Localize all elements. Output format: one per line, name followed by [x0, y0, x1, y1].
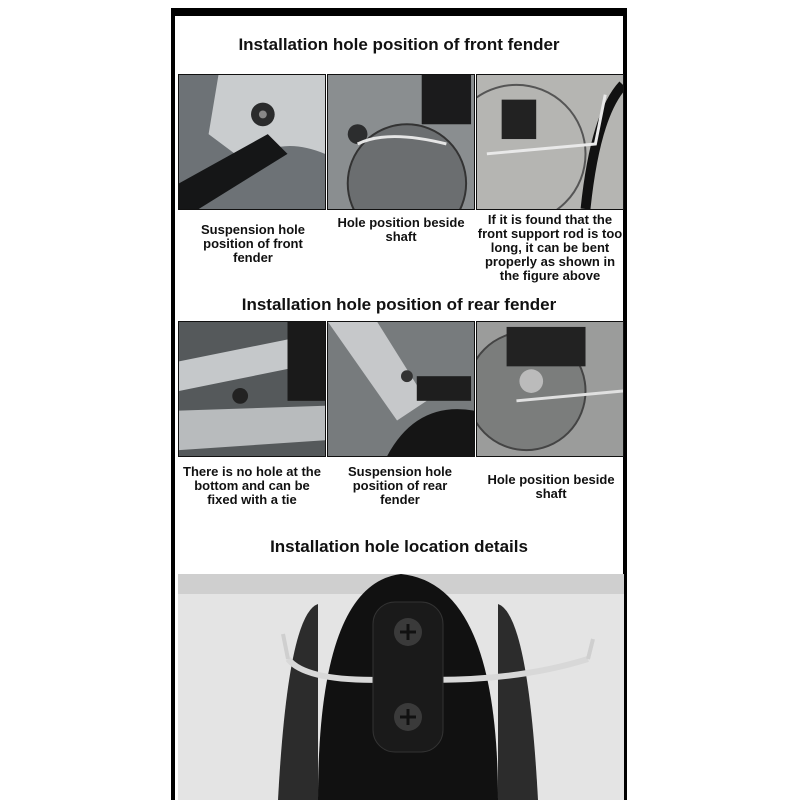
- poster-inner: [175, 16, 623, 800]
- caption-rear-shaft: Hole position beside shaft: [487, 472, 615, 501]
- rear-photo-no-hole: [178, 321, 326, 457]
- front-photo-shaft-hole: [327, 74, 475, 210]
- caption-front-shaft: Hole position beside shaft: [337, 215, 465, 244]
- rear-photo-shaft-hole: [476, 321, 624, 457]
- front-fender-title: Installation hole position of front fender: [238, 35, 560, 54]
- caption-rear-suspension: Suspension hole position of rear fender: [347, 464, 452, 507]
- details-title: Installation hole location details: [270, 537, 528, 556]
- caption-front-support-rod: If it is found that the front support rod is too long, it can be bent properly as shown in the figure above: [477, 212, 623, 283]
- poster-frame: [171, 8, 627, 800]
- rear-fender-title: Installation hole position of rear fender: [241, 295, 557, 314]
- caption-rear-no-hole: There is no hole at the bottom and can be fixed with a tie: [183, 464, 321, 507]
- rear-photo-suspension-hole: [327, 321, 475, 457]
- front-photo-suspension-hole: [178, 74, 326, 210]
- detail-photo-bracket: [178, 574, 624, 800]
- caption-front-suspension: Suspension hole position of front fender: [200, 222, 305, 265]
- front-photo-support-rod: [476, 74, 624, 210]
